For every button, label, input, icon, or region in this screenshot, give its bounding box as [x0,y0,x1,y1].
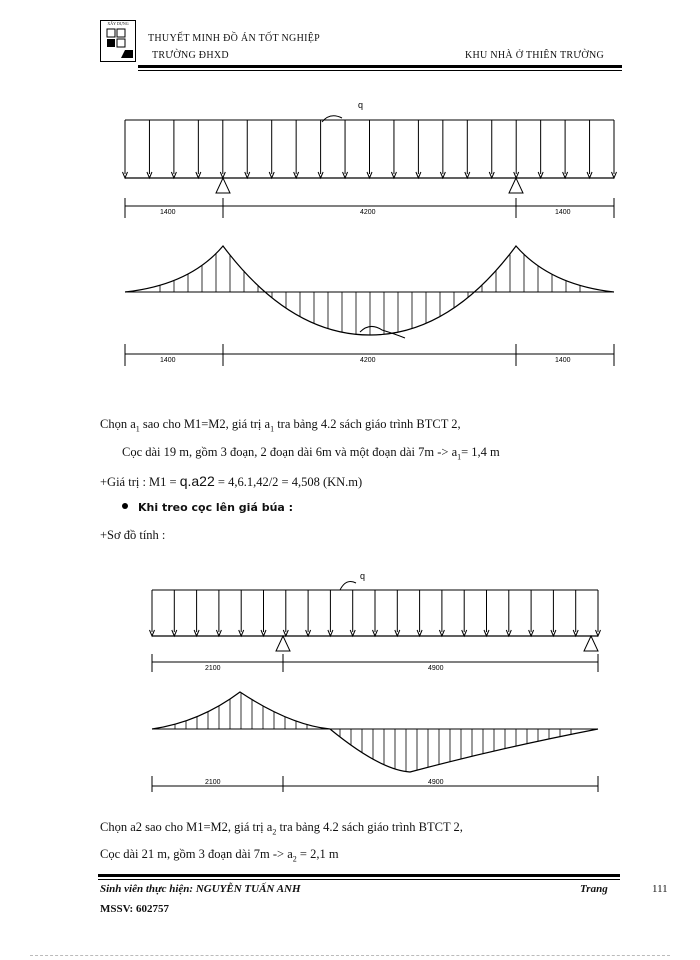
text: Chọn a [100,417,136,431]
text: Cọc dài 21 m, gồm 3 đoạn dài 7m -> a [100,847,293,861]
text: +Giá trị : M1 = [100,475,180,489]
para2-line2 [100,847,339,864]
para1-line1 [100,417,461,434]
span-label: 4900 [428,779,444,786]
support-2a [276,636,290,651]
load-q-label-1: q [358,100,364,110]
load-arrows-1 [123,120,617,178]
moment-hatch-1 [160,253,580,335]
span-label: 4200 [360,357,376,364]
span-label: 1400 [555,357,571,364]
load-q-leader-2 [340,582,356,590]
para1-line2 [122,445,500,462]
scheme-label: +Sơ đồ tính : [100,528,166,542]
load-q-label-2: q [360,571,366,581]
text: tra bảng 4.2 sách giáo trình BTCT 2, [274,417,461,431]
beam-diagram-2 [0,565,700,795]
subscript: 2 [292,854,297,864]
bullet-text: Khi treo cọc lên giá búa : [138,501,294,514]
footer-page-label: Trang [580,883,608,895]
text: Cọc dài 19 m, gồm 3 đoạn, 2 đoạn dài 6m và một đoạn dài 7m -> a [122,445,458,459]
formula: q.a22 [179,473,215,489]
header-title-line1: THUYẾT MINH ĐỒ ÁN TỐT NGHIỆP [148,33,321,44]
para1-line3 [100,473,362,490]
support-1a [216,178,230,193]
para2-line1 [100,820,463,837]
footer-page-number: 111 [652,883,668,895]
header-title-line2: TRƯỜNG ĐHXD [152,50,229,61]
distributed-load-2 [150,590,601,636]
bullet-icon [122,503,128,509]
text: sao cho M1=M2, giá trị a [139,417,271,431]
logo-text: XÂY DỰNG [107,21,129,26]
header-rule-thick [138,65,622,68]
subscript: 1 [135,424,140,434]
span-label: 2100 [205,665,221,672]
support-1b [509,178,523,193]
university-logo [100,20,136,62]
load-arrows-2 [150,590,601,636]
moment-curve-1 [125,246,614,335]
header-rule-thin [138,70,622,71]
span-label: 2100 [205,779,221,786]
subscript: 1 [270,424,275,434]
span-label: 1400 [160,209,176,216]
footer-rule-thin [98,879,620,880]
subscript: 2 [272,827,277,837]
text: tra bảng 4.2 sách giáo trình BTCT 2, [276,820,463,834]
span-label: 4900 [428,665,444,672]
moment-curve-2 [152,692,598,772]
span-label: 4200 [360,209,376,216]
header-project: KHU NHÀ Ở THIÊN TRƯỜNG [465,50,604,61]
span-label: 1400 [555,209,571,216]
subscript: 1 [457,452,462,462]
footer-rule-thick [98,874,620,877]
beam-diagram-1 [0,90,700,380]
span-label: 1400 [160,357,176,364]
text: = 4,6.1,42/2 = 4,508 (KN.m) [214,475,363,489]
text: Chọn a2 sao cho M1=M2, giá trị a [100,820,273,834]
page-bottom-dashed [30,955,670,956]
text: = 1,4 m [461,445,500,459]
distributed-load-1 [123,120,617,178]
support-2b [584,636,598,651]
footer-mssv: MSSV: 602757 [100,903,169,915]
footer-student: Sinh viên thực hiện: NGUYỄN TUẤN ANH [100,883,301,895]
text: = 2,1 m [296,847,339,861]
logo-emblem-icon [101,26,135,60]
bullet-item [122,501,293,514]
load-q-leader-1 [322,116,342,122]
